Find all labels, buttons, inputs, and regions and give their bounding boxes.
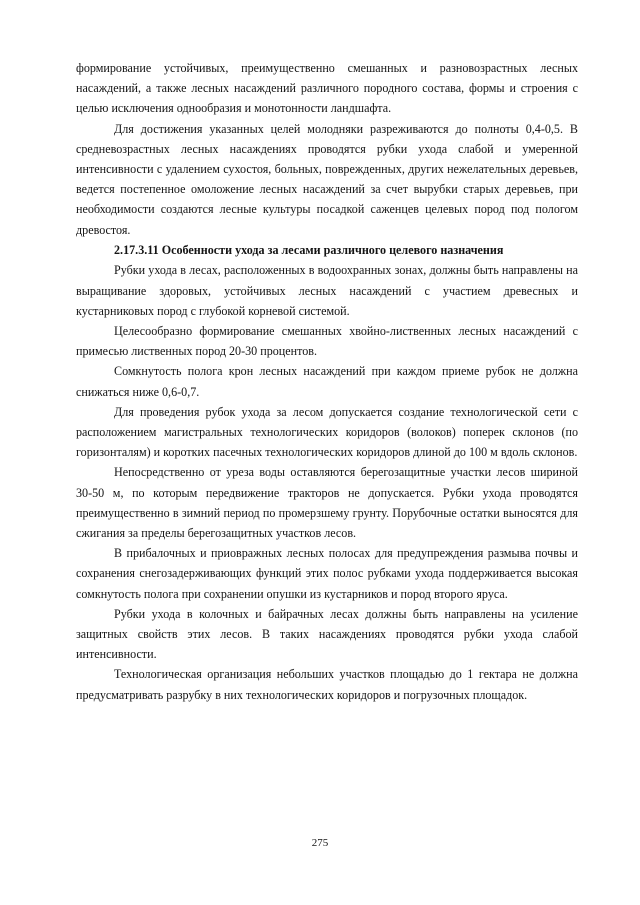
page-number: 275 (311, 837, 329, 849)
paragraph-bank-protection: Непосредственно от уреза воды оставляются берегозащитные участки лесов шириной 30-50 м, по которым передвижение тракторов не допускается. Рубки ухода проводятся преимущественно в зимний период по промерзшему грунту. Порубочные остатки выносятся для сжигания за пределы берегозащитных участков лесов. (76, 465, 578, 541)
paragraph-water-protection-zones: Рубки ухода в лесах, расположенных в водоохранных зонах, должны быть направлены на выращивание здоровых, устойчивых лесных насаждений с участием древесных и кустарниковых пород с глубокой корневой системой. (76, 263, 578, 318)
paragraph-continuation: формирование устойчивых, преимущественно смешанных и разновозрастных лесных насаждений, а также лесных насаждений различного породного состава, формы и строения с целью исключения однообразия и монотонности ландшафта. (76, 61, 578, 116)
paragraph-small-plots: Технологическая организация небольших участков площадью до 1 гектара не должна предусматривать разрубку в них технологических коридоров и погрузочных площадок. (76, 667, 578, 702)
paragraph-kolok-forests: Рубки ухода в колочных и байрачных лесах должны быть направлены на усиление защитных свойств этих лесов. В таких насаждениях проводятся рубки ухода слабой интенсивности. (76, 606, 578, 662)
document-page (76, 58, 578, 705)
paragraph-thinning-goals: Для достижения указанных целей молодняки разреживаются до полноты 0,4-0,5. В средневозрастных лесных насаждениях проводятся рубки ухода слабой и умеренной интенсивности с удалением сухостоя, больных, поврежденных, других нежелательных деревьев, ведется постепенное омоложение лесных насаждений за счет вырубки старых деревьев, при необходимости создаются лесные культуры посадкой саженцев целевых пород под пологом древостоя. (76, 121, 578, 237)
paragraph-gully-strips: В прибалочных и приовражных лесных полосах для предупреждения размыва почвы и сохранения снегозадерживающих функций этих полос рубками ухода поддерживается высокая сомкнутость полога при сохранении опушки из кустарников и пород второго яруса. (76, 546, 578, 601)
paragraph-technological-network: Для проведения рубок ухода за лесом допускается создание технологической сети с расположением магистральных технологических коридоров (волоков) поперек склонов (по горизонталям) и коротких пасечных технологических коридоров длиной до 100 м вдоль склонов. (76, 404, 578, 460)
paragraph-mixed-stands: Целесообразно формирование смешанных хвойно-лиственных лесных насаждений с примесью лиственных пород 20-30 процентов. (76, 324, 578, 359)
section-heading: 2.17.3.11 Особенности ухода за лесами различного целевого назначения (114, 242, 504, 257)
paragraph-canopy-closure: Сомкнутость полога крон лесных насаждений при каждом приеме рубок не должна снижаться ниже 0,6-0,7. (76, 364, 578, 399)
